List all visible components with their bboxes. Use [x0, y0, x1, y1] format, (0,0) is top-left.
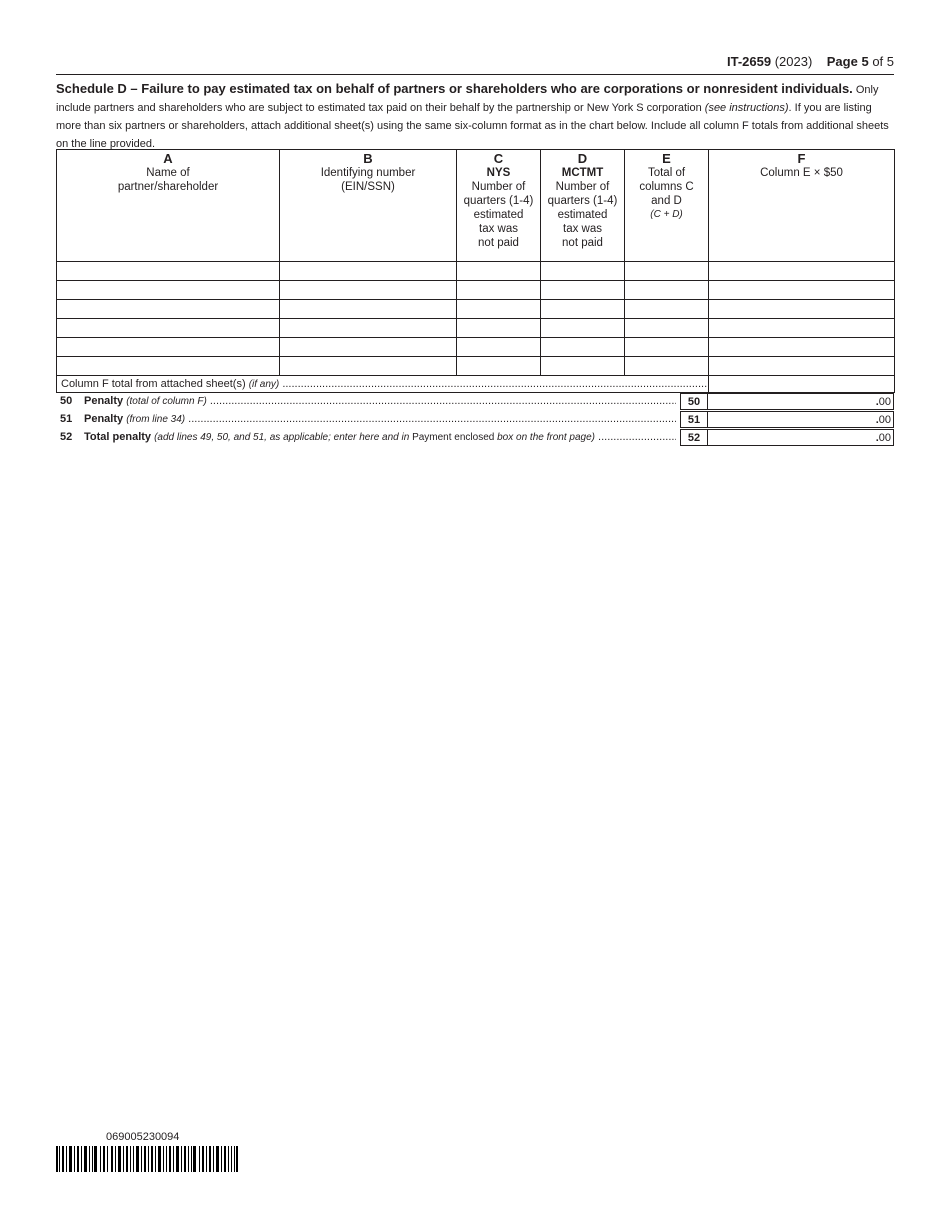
id-number-input[interactable] [280, 338, 457, 357]
line-50-amount[interactable]: .00 [708, 393, 894, 410]
mctmt-quarters-input[interactable] [541, 262, 625, 281]
total-cd-input[interactable] [625, 319, 709, 338]
total-cd-input[interactable] [625, 338, 709, 357]
partner-name-input[interactable] [57, 357, 280, 376]
id-number-input[interactable] [280, 319, 457, 338]
line-50-label: Penalty (total of column F) ..... [84, 395, 676, 407]
line-51-number: 51 [60, 413, 73, 425]
header-rule [56, 74, 894, 75]
line-51-label: Penalty (from line 34) ..... [84, 413, 676, 425]
mctmt-quarters-input[interactable] [541, 281, 625, 300]
form-year: (2023) [774, 54, 813, 69]
barcode-image [56, 1146, 238, 1172]
schedule-d-instructions-ref: (see instructions) [704, 102, 789, 114]
partner-name-input[interactable] [57, 319, 280, 338]
col-f-amount-input[interactable] [709, 357, 895, 376]
col-f-amount-input[interactable] [709, 281, 895, 300]
nys-quarters-input[interactable] [457, 262, 541, 281]
col-f-header: F Column E × $50 [709, 150, 895, 262]
nys-quarters-input[interactable] [457, 281, 541, 300]
total-cd-input[interactable] [625, 281, 709, 300]
table-row [57, 262, 895, 281]
table-row [57, 357, 895, 376]
col-d-header: D MCTMT Number of quarters (1-4) estimated tax was not paid [541, 150, 625, 262]
attached-total-label: Column F total from attached sheet(s) (if any) ..... [57, 376, 709, 393]
id-number-input[interactable] [280, 262, 457, 281]
total-cd-input[interactable] [625, 262, 709, 281]
partner-name-input[interactable] [57, 281, 280, 300]
table-row [57, 281, 895, 300]
table-row [57, 300, 895, 319]
attached-total-input[interactable] [709, 376, 895, 393]
table-row [57, 338, 895, 357]
schedule-d-title: Schedule D – Failure to pay estimated tax on behalf of partners or shareholders who are corporations or nonresident individuals. [56, 81, 853, 96]
col-c-header: C NYS Number of quarters (1-4) estimated tax was not paid [457, 150, 541, 262]
total-cd-input[interactable] [625, 300, 709, 319]
mctmt-quarters-input[interactable] [541, 300, 625, 319]
id-number-input[interactable] [280, 281, 457, 300]
mctmt-quarters-input[interactable] [541, 357, 625, 376]
nys-quarters-input[interactable] [457, 300, 541, 319]
nys-quarters-input[interactable] [457, 319, 541, 338]
nys-quarters-input[interactable] [457, 357, 541, 376]
id-number-input[interactable] [280, 300, 457, 319]
line-52-amount[interactable]: .00 [708, 429, 894, 446]
col-b-header: B Identifying number (EIN/SSN) [280, 150, 457, 262]
page-of: of 5 [872, 54, 894, 69]
page-header [56, 54, 894, 69]
line-51 [56, 411, 894, 429]
table-header-row [57, 150, 895, 262]
line-52-label: Total penalty (add lines 49, 50, and 51, as applicable; enter here and in Payment enclosed box on the front page) ..... [84, 431, 676, 443]
form-number: IT-2659 [727, 54, 772, 69]
line-50-box: 50 [680, 393, 708, 410]
mctmt-quarters-input[interactable] [541, 338, 625, 357]
col-e-header: E Total of columns C and D (C + D) [625, 150, 709, 262]
attached-total-row [57, 376, 895, 393]
total-cd-input[interactable] [625, 357, 709, 376]
line-52-number: 52 [60, 431, 73, 443]
schedule-d-intro [56, 80, 894, 152]
line-50 [56, 393, 894, 411]
table-row [57, 319, 895, 338]
page-label: Page [826, 54, 858, 69]
line-52-box: 52 [680, 429, 708, 446]
page-number: 5 [861, 54, 869, 69]
mctmt-quarters-input[interactable] [541, 319, 625, 338]
col-f-amount-input[interactable] [709, 338, 895, 357]
line-51-box: 51 [680, 411, 708, 428]
schedule-d-text1: Only include partners and shareholders who are subject to estimated tax paid on their behalf by the partnership or New York S corporation [56, 84, 879, 114]
col-f-amount-input[interactable] [709, 319, 895, 338]
line-51-amount[interactable]: .00 [708, 411, 894, 428]
col-f-amount-input[interactable] [709, 262, 895, 281]
id-number-input[interactable] [280, 357, 457, 376]
partner-name-input[interactable] [57, 338, 280, 357]
barcode-number: 069005230094 [106, 1131, 180, 1143]
partner-name-input[interactable] [57, 262, 280, 281]
line-52 [56, 429, 894, 447]
line-50-number: 50 [60, 395, 73, 407]
col-a-header: A Name of partner/shareholder [57, 150, 280, 262]
schedule-d-table [56, 149, 895, 393]
partner-name-input[interactable] [57, 300, 280, 319]
nys-quarters-input[interactable] [457, 338, 541, 357]
schedule-d-text2: . If you are listing more than six partners or shareholders, attach additional sheet(s) using the same six-column format as in the chart below. Include all column F totals from additional sheets on the line provided. [56, 102, 889, 150]
col-f-amount-input[interactable] [709, 300, 895, 319]
